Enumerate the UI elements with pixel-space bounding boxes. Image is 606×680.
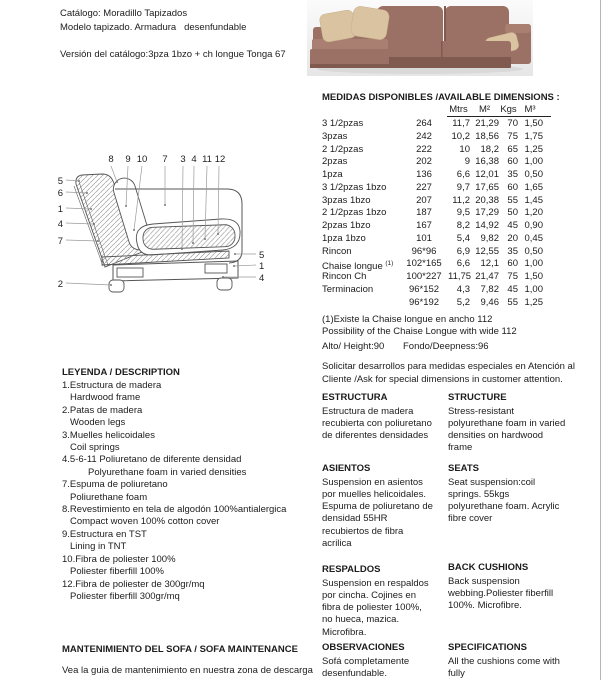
catalog-version: Versión del catálogo:3pza 1bzo + ch longue Tonga 67 [60, 49, 286, 60]
row-size-cm: 96*96 [411, 245, 437, 257]
row-model-name: 2pzas [322, 156, 348, 168]
row-kgs: 60 [507, 258, 518, 270]
row-kgs: 65 [507, 143, 518, 155]
legend-item-en: Poliurethane foam [70, 491, 148, 503]
row-mtrs: 11,2 [452, 194, 470, 206]
row-mtrs: 6,6 [456, 258, 470, 270]
legend-item-en: Polyurethane foam in varied densities [88, 466, 247, 478]
row-size-cm: 227 [416, 181, 432, 193]
row-model-name: 3 1/2pzas [322, 118, 364, 129]
callout-5-left: 5 [57, 176, 63, 187]
row-m3: 1,25 [524, 143, 543, 155]
table-row [322, 258, 543, 271]
row-kgs: 45 [507, 220, 518, 231]
row-m2: 9,82 [480, 232, 499, 244]
callout-9: 9 [125, 154, 131, 165]
table-row [322, 246, 543, 259]
row-model-name: 3 1/2pzas 1bzo [322, 181, 387, 193]
row-mtrs: 9,5 [456, 207, 470, 219]
row-kgs: 50 [507, 207, 518, 219]
legend-list [62, 380, 324, 603]
table-row [322, 182, 543, 195]
list-item [62, 405, 324, 430]
table-row [322, 297, 543, 310]
row-m2: 18,56 [475, 130, 499, 142]
table-row [322, 195, 543, 208]
structure-section [448, 392, 566, 455]
row-m3: 1,45 [524, 194, 543, 206]
row-model-name: Chaise longue $^{(1)}$ [322, 260, 394, 271]
callout-2-bottom: 2 [57, 279, 63, 290]
callout-5-right: 5 [259, 250, 265, 261]
legend-item-en: Compact woven 100% cotton cover [70, 516, 220, 528]
table-row [322, 233, 543, 246]
row-mtrs: 11,75 [448, 271, 472, 282]
model-description: Modelo tapizado. Armadura desenfundable [60, 22, 247, 33]
row-size-cm: 222 [416, 143, 432, 155]
structure-title: STRUCTURE [448, 392, 507, 403]
row-model-name: 2 1/2pzas [322, 143, 364, 155]
back-cushions-title: BACK CUSHIONS [448, 562, 529, 573]
row-m3: 0,50 [524, 245, 543, 257]
row-mtrs: 6,9 [456, 245, 470, 257]
row-size-cm: 96*152 [408, 283, 440, 295]
row-size-cm: 101 [416, 232, 432, 244]
dimensions-units-row [447, 103, 551, 117]
row-size-cm: 136 [416, 169, 432, 180]
table-row [322, 144, 543, 157]
row-m3: 1,20 [524, 207, 543, 219]
row-m2: 17,65 [475, 181, 499, 193]
row-size-cm: 202 [416, 156, 432, 168]
cross-section-drawing [25, 148, 305, 318]
callout-8: 8 [108, 154, 114, 165]
row-size-cm: 167 [416, 220, 432, 231]
row-model-name [322, 297, 400, 310]
callout-6-left: 6 [57, 188, 63, 199]
row-mtrs: 6,6 [456, 169, 470, 180]
row-model-name: Rincon [322, 245, 352, 257]
callout-4-top: 4 [191, 154, 197, 165]
respaldos-text: Suspension en respaldos por cincha. Cojines en fibra de poliester 100%, no hueca, mazica. Microfibra. [322, 577, 429, 638]
page-edge-divider [600, 0, 601, 680]
unit-mtrs: Mtrs [449, 104, 468, 115]
row-kgs: 75 [507, 271, 518, 282]
dimensions-title: MEDIDAS DISPONIBLES /AVAILABLE DIMENSIONS : [322, 92, 560, 103]
row-m2: 20,38 [475, 194, 499, 206]
legend-item-es: 10.Fibra de poliester 100% [62, 553, 176, 565]
table-row [322, 220, 543, 233]
legend-item-en: Hardwood frame [70, 392, 141, 404]
row-kgs: 35 [507, 169, 518, 180]
legend-item-en: Wooden legs [70, 417, 126, 429]
row-model-name: 3pzas [322, 130, 348, 142]
row-size-cm: 96*192 [408, 296, 440, 308]
estructura-section [322, 392, 434, 442]
row-m3: 0,45 [524, 232, 543, 244]
row-kgs: 60 [507, 181, 518, 193]
legend-title: LEYENDA / DESCRIPTION [62, 367, 180, 378]
list-item [62, 454, 324, 479]
legend-item-es: 9.Estructura en TST [62, 528, 147, 540]
row-m2: 12,01 [475, 169, 499, 180]
row-m2: 7,82 [480, 283, 499, 295]
row-model-name: Terminacion [322, 283, 374, 295]
row-size-cm: 102*165 [406, 258, 442, 270]
legend-item-es: 4.5-6-11 Poliuretano de diferente densidad [62, 454, 242, 466]
table-row [322, 169, 543, 182]
list-item [62, 529, 324, 554]
row-m3: 1,50 [524, 271, 543, 282]
row-model-name: 2 1/2pzas 1bzo [322, 207, 387, 219]
row-m2: 12,55 [475, 245, 499, 257]
callout-10: 10 [136, 154, 148, 165]
row-size-cm: 207 [416, 194, 432, 206]
row-model-name: 2pzas 1bzo [322, 220, 371, 231]
row-m3: 1,00 [524, 156, 543, 168]
row-mtrs: 8,2 [456, 220, 470, 231]
sofa-cross-section-diagram [25, 148, 305, 323]
row-mtrs: 9,7 [456, 181, 470, 193]
callout-7-left: 7 [57, 236, 63, 247]
callout-1-right: 1 [259, 261, 265, 272]
footnote-es: (1)Existe la Chaise longue en ancho 112 [322, 314, 493, 325]
estructura-title: ESTRUCTURA [322, 392, 388, 403]
row-kgs: 55 [507, 194, 518, 206]
seats-title: SEATS [448, 463, 479, 474]
row-mtrs: 9 [464, 156, 470, 168]
legend-item-es: 8.Revestimiento en tela de algodón 100%antialergica [62, 504, 287, 516]
seats-text: Seat suspension:coil springs. 55kgs polyurethane foam. Acrylic fibre cover [448, 476, 560, 525]
row-m3: 1,75 [524, 130, 543, 142]
legend-item-es: 7.Espuma de poliuretano [62, 479, 168, 491]
list-item [62, 504, 324, 529]
row-kgs: 45 [507, 283, 518, 295]
legend-item-es: 2.Patas de madera [62, 404, 143, 416]
callout-3: 3 [180, 154, 186, 165]
row-m2: 14,92 [475, 220, 499, 231]
row-size-cm: 242 [416, 130, 432, 142]
row-size-cm: 100*227 [406, 271, 442, 282]
catalog-name: Catálogo: Moradillo Tapizados [60, 8, 188, 19]
table-row [322, 271, 543, 284]
row-model-name: Rincon Ch [322, 271, 367, 282]
row-m2: 21,47 [475, 271, 499, 282]
table-row [322, 118, 543, 131]
specifications-text: All the cushions come with fully [448, 655, 560, 679]
legend-item-es: 12.Fibra de poliester de 300gr/mq [62, 578, 205, 590]
row-kgs: 70 [507, 118, 518, 129]
row-m2: 21,29 [475, 118, 499, 129]
row-mtrs: 4,3 [456, 283, 470, 295]
legend-item-en: Coil springs [70, 442, 120, 454]
row-model-name: 1pza 1bzo [322, 232, 366, 244]
respaldos-title: RESPALDOS [322, 564, 381, 575]
row-mtrs: 5,2 [456, 296, 470, 308]
estructura-text: Estructura de madera recubierta con poliuretano de diferentes densidades [322, 405, 432, 442]
callout-1-left: 1 [57, 204, 63, 215]
structure-text: Stress-resistant polyurethane foam in varied densities on hardwood frame [448, 405, 566, 454]
back-cushions-section [448, 562, 566, 612]
unit-kgs: Kgs [500, 104, 517, 115]
table-row [322, 131, 543, 144]
callout-7-top: 7 [162, 154, 168, 165]
row-kgs: 20 [507, 232, 518, 244]
seats-section [448, 463, 566, 526]
row-size-cm: 264 [416, 118, 432, 129]
list-item [62, 579, 324, 604]
sofa-photo [307, 0, 533, 81]
callout-12: 12 [214, 154, 226, 165]
specifications-section [448, 642, 566, 680]
row-kgs: 35 [507, 245, 518, 257]
row-m2: 16,38 [475, 156, 499, 168]
row-m3: 1,00 [524, 258, 543, 270]
row-kgs: 75 [507, 130, 518, 142]
height-label: Alto/ Height:90 [322, 341, 385, 352]
special-dimensions-note: Solicitar desarrollos para medidas especiales en Atención al Cliente /Ask for special dimensions in customer attention. [322, 361, 575, 385]
legend-item-es: 3.Muelles helicoidales [62, 429, 155, 441]
row-m2: 17,29 [475, 207, 499, 219]
row-mtrs: 10 [459, 143, 470, 155]
row-m2: 12,1 [480, 258, 499, 270]
legend-item-es: 1.Estructura de madera [62, 380, 162, 391]
unit-m2: M² [478, 104, 491, 115]
list-item [62, 380, 324, 405]
row-m3: 0,50 [524, 169, 543, 180]
row-m3: 0,90 [524, 220, 543, 231]
callout-11: 11 [202, 154, 212, 165]
callout-4-right: 4 [259, 273, 265, 284]
depth-label: Fondo/Deepness:96 [403, 341, 489, 352]
row-mtrs: 11,7 [452, 118, 470, 129]
unit-m3: M³ [524, 104, 536, 115]
row-mtrs: 10,2 [451, 130, 470, 142]
row-model-name: 3pzas 1bzo [322, 194, 371, 206]
back-cushions-text: Back suspension webbing.Poliester fiberfill 100%. Microfibre. [448, 575, 554, 612]
maintenance-text: Vea la guia de mantenimiento en nuestra zona de descarga [62, 665, 313, 676]
row-mtrs: 5,4 [456, 232, 470, 244]
dimensions-rows [322, 118, 543, 309]
asientos-title: ASIENTOS [322, 463, 371, 474]
callout-4-left: 4 [57, 219, 63, 230]
observaciones-text: Sofá completamente desenfundable. [322, 655, 410, 679]
footnote-en: Possibility of the Chaise Longue with wide 112 [322, 326, 517, 337]
maintenance-title: MANTENIMIENTO DEL SOFA / SOFA MAINTENANCE [62, 644, 298, 655]
legend-item-en: Lining in TNT [70, 541, 127, 553]
row-model-name: 1pza [322, 169, 343, 180]
sofa-photo-image [307, 0, 533, 76]
asientos-section [322, 463, 434, 550]
row-m2: 9,46 [480, 296, 499, 308]
observaciones-title: OBSERVACIONES [322, 642, 405, 653]
table-row [322, 284, 543, 297]
row-size-cm: 187 [416, 207, 432, 219]
specifications-title: SPECIFICATIONS [448, 642, 527, 653]
row-m3: 1,50 [524, 118, 543, 129]
row-kgs: 55 [507, 296, 518, 308]
row-m3: 1,65 [524, 181, 543, 193]
row-m3: 1,25 [524, 296, 543, 308]
legend-item-en: Poliester fiberfill 300gr/mq [70, 590, 180, 602]
table-row [322, 156, 543, 169]
list-item [62, 430, 324, 455]
row-m2: 18,2 [480, 143, 499, 155]
legend-item-en: Poliester fiberfill 100% [70, 566, 164, 578]
table-row [322, 207, 543, 220]
list-item [62, 479, 324, 504]
asientos-text: Suspension en asientos por muelles helicoidales. Espuma de poliuretano de densidad 55HR recubiertos de fibra acrilica [322, 476, 433, 549]
row-kgs: 60 [507, 156, 518, 168]
list-item [62, 554, 324, 579]
respaldos-section [322, 564, 434, 639]
row-m3: 1,00 [524, 283, 543, 295]
